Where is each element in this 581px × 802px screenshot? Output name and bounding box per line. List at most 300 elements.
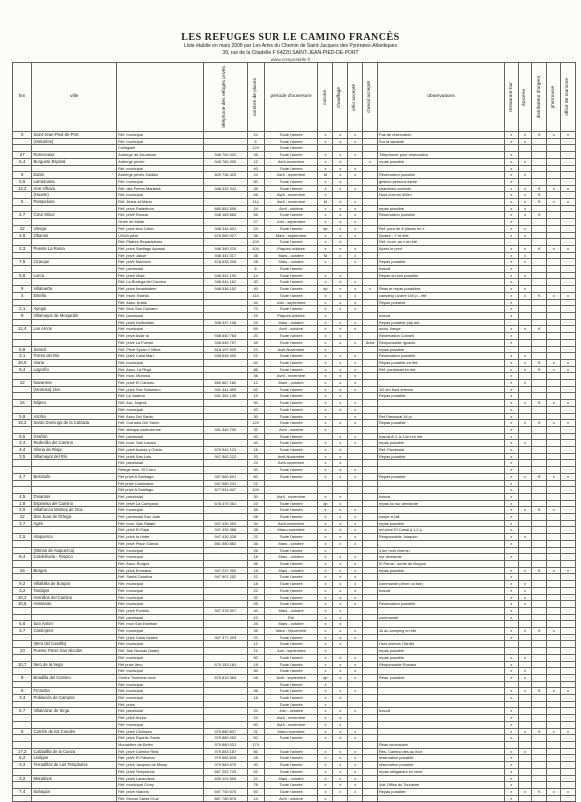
cell-restaurant-bar: x: [505, 366, 519, 373]
cell-restaurant-bar: x: [505, 661, 519, 668]
cell-cheval: [363, 688, 378, 695]
cell-velo: x: [348, 654, 363, 661]
cell-restaurant-bar: x: [505, 614, 519, 621]
cell-restaurant-bar: x: [505, 634, 519, 641]
cell-cuisine: x: [318, 205, 333, 212]
cell-places: 58: [247, 514, 264, 521]
cell-chauffage: x: [333, 614, 348, 621]
cell-cuisine: x: [318, 601, 333, 608]
cell-distributeur: [532, 715, 547, 722]
cell-refuge: Réf. des Frères Maristes: [117, 185, 204, 192]
cell-chauffage: x: [333, 447, 348, 454]
cell-chauffage: x: [333, 500, 348, 507]
cell-ville: [32, 319, 117, 326]
cell-velo: x: [348, 359, 363, 366]
table-row: [13, 292, 576, 299]
table-row: [13, 219, 576, 226]
cell-pharmacie: x: [547, 199, 561, 206]
cell-telephone: [204, 701, 247, 708]
cell-chauffage: x: [333, 467, 348, 474]
cell-epicerie: x: [518, 420, 532, 427]
cell-office-tourisme: [561, 165, 576, 172]
cell-observations: [377, 540, 504, 547]
cell-ville: Tosantos: [32, 493, 117, 500]
cell-observations: Voir Office du Tourisme: [377, 782, 504, 789]
cell-velo: x: [348, 172, 363, 179]
cell-ville: Puente La Reina: [32, 245, 117, 252]
cell-chauffage: x: [333, 386, 348, 393]
cell-telephone: [204, 433, 247, 440]
cell-epicerie: [518, 460, 532, 467]
cell-telephone: 947 562 222: [204, 453, 247, 460]
cell-km: 4,7: [13, 212, 32, 219]
cell-office-tourisme: x: [561, 400, 576, 407]
cell-periode: Mars - octobre: [264, 621, 318, 628]
cell-telephone: [204, 654, 247, 661]
cell-restaurant-bar: x: [505, 205, 519, 212]
cell-velo: [348, 621, 363, 628]
cell-office-tourisme: [561, 614, 576, 621]
cell-office-tourisme: [561, 768, 576, 775]
cell-cuisine: x: [318, 312, 333, 319]
cell-observations: repas possible: [377, 158, 504, 165]
cell-velo: x: [348, 259, 363, 266]
table-row: [13, 178, 576, 185]
table-row: [13, 507, 576, 514]
table-row: [13, 728, 576, 735]
cell-cuisine: x: [318, 232, 333, 239]
cell-restaurant-bar: x: [505, 192, 519, 199]
cell-pharmacie: x: [547, 473, 561, 480]
cell-restaurant-bar: x: [505, 708, 519, 715]
cell-ville: [32, 782, 117, 789]
cell-km: [13, 266, 32, 273]
cell-chauffage: [333, 312, 348, 319]
cell-refuge: Refuge mun. El Corro: [117, 467, 204, 474]
cell-periode: Toute l'année: [264, 688, 318, 695]
cell-cuisine: [318, 480, 333, 487]
cell-velo: x: [348, 152, 363, 159]
cell-km: 8: [13, 674, 32, 681]
cell-restaurant-bar: x: [505, 514, 519, 521]
cell-velo: x: [348, 674, 363, 681]
cell-epicerie: [518, 279, 532, 286]
cell-telephone: [204, 366, 247, 373]
cell-epicerie: [518, 467, 532, 474]
cell-epicerie: x: [518, 185, 532, 192]
cell-epicerie: x: [518, 748, 532, 755]
table-row: [13, 621, 576, 628]
cell-epicerie: [518, 333, 532, 340]
cell-observations: [377, 681, 504, 688]
cell-velo: x: [348, 782, 363, 789]
cell-ville: Calzadilla de la Cueza: [32, 748, 117, 755]
cell-cuisine: x: [318, 138, 333, 145]
cell-pharmacie: [547, 554, 561, 561]
cell-km: 10,2: [13, 594, 32, 601]
cell-distributeur: [532, 561, 547, 568]
cell-places: 31: [247, 728, 264, 735]
cell-periode: Avril-Novembre: [264, 346, 318, 353]
cell-refuge: Réf. municipal: [117, 721, 204, 728]
cell-pharmacie: x: [547, 507, 561, 514]
cell-distributeur: [532, 668, 547, 675]
cell-cuisine: x: [318, 534, 333, 541]
cell-velo: x: [348, 755, 363, 762]
cell-observations: repas possible: [377, 648, 504, 655]
cell-cheval: [363, 661, 378, 668]
cell-distributeur: [532, 674, 547, 681]
cell-velo: x: [348, 252, 363, 259]
cell-periode: Toute l'année: [264, 413, 318, 420]
table-row: [13, 272, 576, 279]
cell-places: 40: [247, 762, 264, 769]
cell-pharmacie: x: [547, 628, 561, 635]
cell-restaurant-bar: x: [505, 406, 519, 413]
cell-telephone: [204, 493, 247, 500]
cell-cheval: [363, 205, 378, 212]
cell-pharmacie: [547, 286, 561, 293]
table-row: [13, 165, 576, 172]
cell-distributeur: [532, 178, 547, 185]
cell-refuge: Réf. mun. San Lazaro: [117, 440, 204, 447]
cell-refuge: Réf. municipal: [117, 138, 204, 145]
cell-periode: Mars - octobre: [264, 607, 318, 614]
cell-telephone: [204, 668, 247, 675]
cell-distributeur: [532, 158, 547, 165]
cell-places: 88: [247, 366, 264, 373]
cell-restaurant-bar: x: [505, 266, 519, 273]
cell-restaurant-bar: x: [505, 735, 519, 742]
cell-distributeur: [532, 460, 547, 467]
cell-refuge: Réf. paroissial: [117, 708, 204, 715]
cell-places: 45: [247, 339, 264, 346]
cell-cheval: [363, 312, 378, 319]
cell-distributeur: [532, 574, 547, 581]
cell-km: 6: [13, 688, 32, 695]
cell-places: 34: [247, 520, 264, 527]
table-row: [13, 520, 576, 527]
cell-refuge: Collegiale: [117, 145, 204, 152]
cell-office-tourisme: [561, 628, 576, 635]
cell-cuisine: x: [318, 467, 333, 474]
cell-epicerie: [518, 520, 532, 527]
cell-restaurant-bar: x: [505, 393, 519, 400]
cell-cuisine: x: [318, 279, 333, 286]
cell-periode: Toute l'année: [264, 581, 318, 588]
cell-office-tourisme: [561, 674, 576, 681]
cell-places: 16: [247, 447, 264, 454]
table-row: [13, 158, 576, 165]
cell-ville: [32, 614, 117, 621]
cell-refuge: USDA privé: [117, 232, 204, 239]
cell-km: [13, 735, 32, 742]
cell-epicerie: [518, 514, 532, 521]
cell-restaurant-bar: x: [505, 400, 519, 407]
header-observations: observations: [377, 63, 504, 132]
cell-restaurant-bar: x: [505, 467, 519, 474]
cell-observations: Ju au camping en été: [377, 628, 504, 635]
cell-restaurant-bar: x: [505, 628, 519, 635]
table-body: [13, 132, 576, 802]
cell-pharmacie: [547, 768, 561, 775]
cell-pharmacie: [547, 561, 561, 568]
cell-chauffage: x: [333, 212, 348, 219]
cell-cheval: [363, 333, 378, 340]
cell-refuge: Réf privé A Santiago: [117, 487, 204, 494]
cell-distributeur: [532, 413, 547, 420]
cell-km: 12,4: [13, 326, 32, 333]
cell-chauffage: x: [333, 581, 348, 588]
cell-cheval: [363, 567, 378, 574]
cell-cuisine: x: [318, 306, 333, 313]
cell-epicerie: [518, 406, 532, 413]
cell-places: 24: [247, 132, 264, 139]
cell-epicerie: x: [518, 628, 532, 635]
website-link[interactable]: www.compostelle.fr: [270, 57, 311, 62]
cell-restaurant-bar: x: [505, 306, 519, 313]
table-row: [13, 614, 576, 621]
cell-cheval: [363, 165, 378, 172]
cell-ville: Villamayor de Monjardin: [32, 312, 117, 319]
cell-observations: [377, 460, 504, 467]
cell-periode: Toute l'année: [264, 239, 318, 246]
cell-restaurant-bar: [505, 145, 519, 152]
cell-cheval: [363, 212, 378, 219]
cell-distributeur: [532, 306, 547, 313]
cell-refuge: Réf. municipal: [117, 507, 204, 514]
cell-cheval: [363, 359, 378, 366]
cell-ville: Roncevaux: [32, 152, 117, 159]
cell-refuge: Réf. privé Acacia y Oriela: [117, 447, 204, 454]
cell-periode: Mars - septembre: [264, 232, 318, 239]
cell-telephone: 947 430 388: [204, 527, 247, 534]
cell-observations: Hors chemin 400m: [377, 192, 504, 199]
cell-office-tourisme: [561, 406, 576, 413]
cell-refuge: Réf. municipal: [117, 628, 204, 635]
cell-cuisine: x: [318, 581, 333, 588]
cell-periode: Mars-novembre: [264, 728, 318, 735]
table-row: [13, 205, 576, 212]
cell-km: 3,5: [13, 453, 32, 460]
cell-refuge: Réf. privé Vilad: [117, 272, 204, 279]
cell-cuisine: x: [318, 748, 333, 755]
cell-velo: x: [348, 514, 363, 521]
cell-pharmacie: [547, 205, 561, 212]
cell-km: 8,4: [13, 554, 32, 561]
table-row: [13, 400, 576, 407]
cell-periode: Toute l'année: [264, 701, 318, 708]
cell-km: 3,7: [13, 520, 32, 527]
cell-cheval: [363, 493, 378, 500]
cell-distributeur: [532, 654, 547, 661]
cell-restaurant-bar: x: [505, 165, 519, 172]
table-row: [13, 192, 576, 199]
cell-places: 40: [247, 286, 264, 293]
cell-observations: repas obligatoire en hiver: [377, 768, 504, 775]
cell-places: 22: [247, 353, 264, 360]
cell-restaurant-bar: x: [505, 426, 519, 433]
cell-ville: Burguete Espinal: [32, 158, 117, 165]
cell-velo: x: [348, 587, 363, 594]
cell-epicerie: x: [518, 232, 532, 239]
cell-epicerie: x: [518, 272, 532, 279]
cell-cheval: [363, 768, 378, 775]
table-row: [13, 634, 576, 641]
table-row: [13, 386, 576, 393]
cell-refuge: Réf. privé Santiago Apostol: [117, 245, 204, 252]
cell-km: [13, 138, 32, 145]
cell-epicerie: [518, 145, 532, 152]
cell-velo: x: [348, 245, 363, 252]
cell-periode: Avril - octobre: [264, 795, 318, 802]
table-row: [13, 406, 576, 413]
cell-office-tourisme: [561, 581, 576, 588]
cell-velo: x: [348, 386, 363, 393]
cell-velo: x: [348, 668, 363, 675]
cell-cuisine: x: [318, 735, 333, 742]
cell-pharmacie: [547, 319, 561, 326]
cell-office-tourisme: [561, 574, 576, 581]
cell-epicerie: x: [518, 654, 532, 661]
cell-cuisine: x: [318, 165, 333, 172]
cell-periode: Mars - Novembre: [264, 628, 318, 635]
cell-ville: Carrión de los Condes: [32, 728, 117, 735]
cell-telephone: [204, 199, 247, 206]
cell-pharmacie: x: [547, 185, 561, 192]
cell-distributeur: [532, 346, 547, 353]
cell-distributeur: [532, 312, 547, 319]
cell-places: 40: [247, 467, 264, 474]
cell-refuge: Ref. Padres Reparadores: [117, 239, 204, 246]
cell-km: [13, 547, 32, 554]
table-row: [13, 373, 576, 380]
cell-restaurant-bar: x: [505, 762, 519, 769]
cell-epicerie: [518, 708, 532, 715]
cell-distributeur: €: [532, 473, 547, 480]
cell-velo: [348, 393, 363, 400]
cell-ville: (Itero del Castillo): [32, 641, 117, 648]
cell-office-tourisme: [561, 333, 576, 340]
table-row: [13, 581, 576, 588]
cell-chauffage: x: [333, 728, 348, 735]
cell-distributeur: €: [532, 192, 547, 199]
cell-telephone: [204, 420, 247, 427]
cell-pharmacie: [547, 259, 561, 266]
cell-cuisine: x: [318, 339, 333, 346]
cell-places: 24: [247, 715, 264, 722]
table-row: [13, 721, 576, 728]
cell-ville: Azofra: [32, 413, 117, 420]
cell-periode: Toute l'année: [264, 406, 318, 413]
cell-observations: [377, 594, 504, 601]
cell-restaurant-bar: x: [505, 493, 519, 500]
cell-ville: Castrojeriz: [32, 628, 117, 635]
table-row: [13, 775, 576, 782]
cell-distributeur: [532, 708, 547, 715]
cell-pharmacie: [547, 695, 561, 702]
cell-ville: Villalcázar de Sirga: [32, 708, 117, 715]
cell-cuisine: x: [318, 688, 333, 695]
cell-observations: Réservation possible: [377, 601, 504, 608]
cell-cuisine: M: [318, 199, 333, 206]
cell-periode: Mars - octobre: [264, 554, 318, 561]
cell-periode: Toute l'année: [264, 473, 318, 480]
cell-places: 10: [247, 500, 264, 507]
cell-refuge: Réf. privé Aurea: [117, 715, 204, 722]
cell-ville: [32, 480, 117, 487]
cell-places: 18: [247, 661, 264, 668]
table-row: [13, 359, 576, 366]
cell-pharmacie: [547, 614, 561, 621]
cell-telephone: 979 880 031: [204, 741, 247, 748]
cell-cheval: [363, 132, 378, 139]
cell-distributeur: [532, 339, 547, 346]
cell-periode: Juin - octobre: [264, 708, 318, 715]
cell-chauffage: x: [333, 715, 348, 722]
cell-observations: Repas du soir possible: [377, 272, 504, 279]
cell-observations: Repas possible: [377, 299, 504, 306]
cell-cuisine: x: [318, 447, 333, 454]
cell-km: [13, 279, 32, 286]
cell-refuge: Ref. Asso. Burgos: [117, 561, 204, 568]
cell-places: 66: [247, 192, 264, 199]
cell-telephone: [204, 178, 247, 185]
cell-km: [13, 701, 32, 708]
cell-distributeur: €: [532, 567, 547, 574]
cell-ville: Cardeñuela - Riopico: [32, 554, 117, 561]
cell-epicerie: [518, 453, 532, 460]
table-row: [13, 788, 576, 795]
cell-telephone: 679 810 364: [204, 674, 247, 681]
cell-distributeur: [532, 594, 547, 601]
cell-pharmacie: [547, 621, 561, 628]
cell-pharmacie: [547, 145, 561, 152]
cell-ville: Los Arcos: [32, 326, 117, 333]
cell-km: 17,2: [13, 748, 32, 755]
cell-periode: Toute l'année: [264, 440, 318, 447]
cell-refuge: Réf. municipal: [117, 587, 204, 594]
cell-pharmacie: [547, 594, 561, 601]
cell-periode: Toute l'année: [264, 420, 318, 427]
cell-cuisine: x: [318, 540, 333, 547]
cell-observations: repas possible: [377, 205, 504, 212]
cell-places: 120: [247, 420, 264, 427]
cell-chauffage: x: [333, 473, 348, 480]
table-row: [13, 259, 576, 266]
table-row: [13, 574, 576, 581]
cell-periode: Avril - novembre: [264, 199, 318, 206]
cell-office-tourisme: [561, 453, 576, 460]
cell-observations: repas possible: [377, 440, 504, 447]
cell-chauffage: x: [333, 158, 348, 165]
cell-pharmacie: [547, 654, 561, 661]
cell-pharmacie: [547, 460, 561, 467]
cell-restaurant-bar: x: [505, 768, 519, 775]
cell-chauffage: x: [333, 641, 348, 648]
cell-refuge: Réf. privé Puntido: [117, 607, 204, 614]
cell-velo: x: [348, 594, 363, 601]
cell-velo: [348, 266, 363, 273]
cell-cuisine: x: [318, 547, 333, 554]
cell-pharmacie: [547, 514, 561, 521]
table-row: [13, 420, 576, 427]
cell-office-tourisme: [561, 755, 576, 762]
header-pharmacie: pharmacie: [547, 63, 561, 132]
cell-places: 22: [247, 534, 264, 541]
cell-epicerie: x: [518, 353, 532, 360]
cell-pharmacie: [547, 721, 561, 728]
